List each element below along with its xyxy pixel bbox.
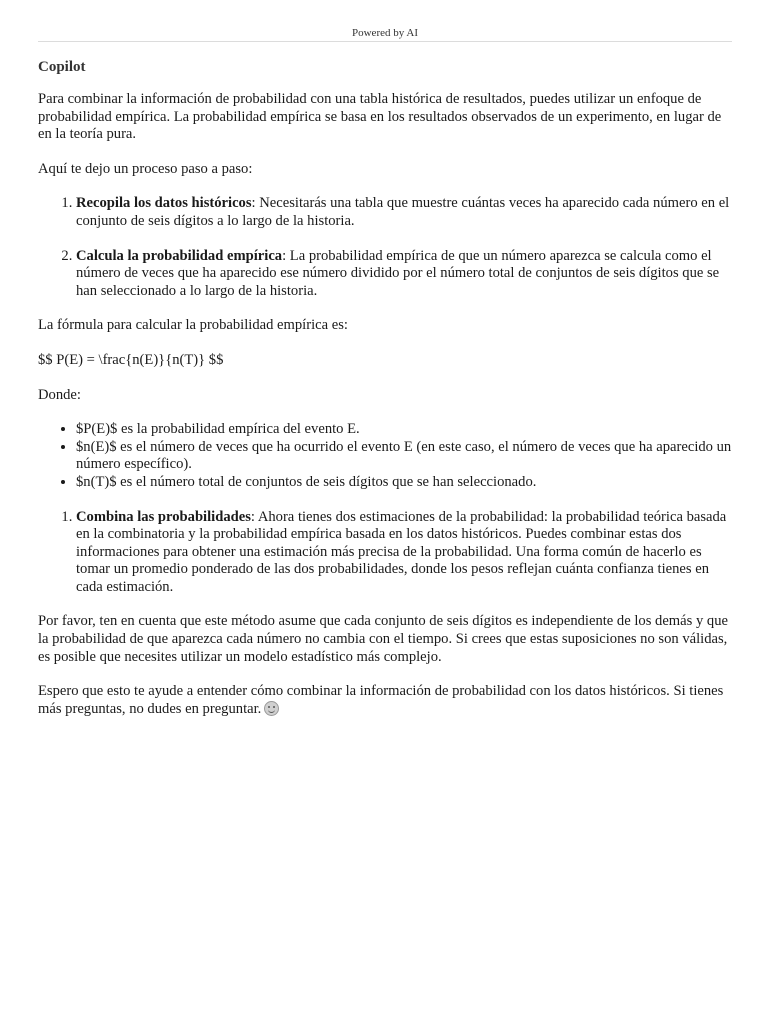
smiling-face-icon <box>264 701 279 716</box>
step-title: Calcula la probabilidad empírica <box>76 247 283 264</box>
step-text: : Ahora tienes dos estimaciones de la probabilidad: la probabilidad teórica basada en la combinatoria y la probabilidad empírica basada en los datos históricos. Puedes combinar estas dos informaciones para obtener una estimación más precisa de la probabilidad. Una forma común de hacerlo es tomar un promedio ponderado de las dos probabilidades, donde los pesos reflejan cuánta confianza tienes en cada estimación. <box>76 508 727 595</box>
step-text: : Necesitarás una tabla que muestre cuántas veces ha aparecido cada número en el conjunto de seis dígitos a lo largo de la historia. <box>76 195 730 229</box>
list-item <box>76 248 732 301</box>
donde-label: Donde: <box>38 386 81 403</box>
powered-by-header: Powered by AI <box>38 0 732 42</box>
list-item: • $n(E)$ es el número de veces que ha ocurrido el evento E (en este caso, el número de veces que ha aparecido un número específico). <box>76 439 732 474</box>
list-item: • $P(E)$ es la probabilidad empírica del evento E. <box>76 421 732 439</box>
chat-transcript-page <box>38 0 732 718</box>
step-title: Combina las probabilidades <box>76 508 251 525</box>
list-item: • $n(T)$ es el número total de conjuntos de seis dígitos que se han seleccionado. <box>76 474 732 492</box>
list-item <box>76 509 732 597</box>
list-item <box>76 195 732 230</box>
definitions-list <box>38 421 732 491</box>
steps-list-continued <box>38 509 732 597</box>
step-text: : La probabilidad empírica de que un número aparezca se calcula como el número de veces que ha aparecido ese número dividido por el número total de conjuntos de seis dígitos que se han seleccionado a lo largo de la historia. <box>76 247 720 299</box>
sender-name: Copilot <box>38 59 86 75</box>
closing-paragraph <box>38 683 732 718</box>
note-paragraph: Por favor, ten en cuenta que este método asume que cada conjunto de seis dígitos es independiente de los demás y que la probabilidad de que aparezca cada número no cambia con el tiempo. Si crees que estas suposiciones no son válidas, es posible que necesites utilizar un modelo estadístico más complejo. <box>38 613 728 665</box>
closing-text: Espero que esto te ayude a entender cómo combinar la información de probabilidad con los datos históricos. Si tienes más preguntas, no dudes en preguntar. <box>38 683 724 717</box>
formula: $$ P(E) = \frac{n(E)}{n(T)} $$ <box>38 351 224 368</box>
formula-label: La fórmula para calcular la probabilidad empírica es: <box>38 317 348 334</box>
step-title: Recopila los datos históricos <box>76 195 252 212</box>
message-body <box>38 91 732 718</box>
steps-list <box>38 195 732 300</box>
intro-paragraph: Para combinar la información de probabilidad con una tabla histórica de resultados, puedes utilizar un enfoque de probabilidad empírica. La probabilidad empírica se basa en los resultados observados de un experimento, en lugar de en la teoría pura. <box>38 91 722 143</box>
step-intro-paragraph: Aquí te dejo un proceso paso a paso: <box>38 160 253 177</box>
